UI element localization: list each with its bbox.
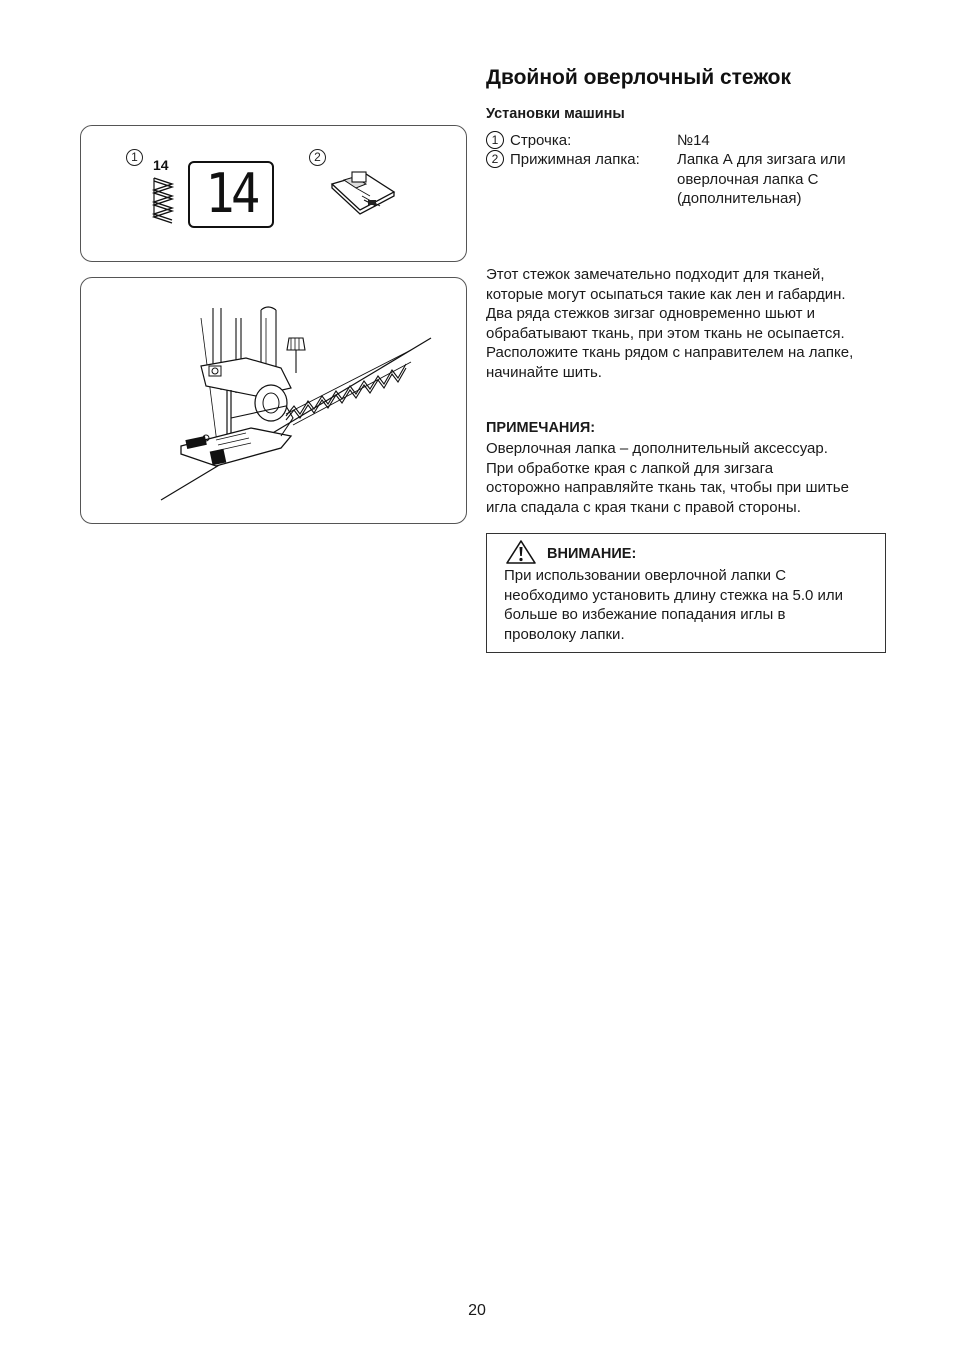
description-line: которые могут осыпаться такие как лен и габардин. [486,285,846,303]
warning-line: больше во избежание попадания иглы в [504,606,786,623]
zigzag-stitch-icon [151,175,175,225]
stitch-display [188,161,274,228]
settings-value-foot-line: (дополнительная) [677,190,802,207]
settings-value-foot [677,150,846,209]
description-line: обрабатывают ткань, при этом ткань не осыпается. [486,324,845,342]
warning-line: При использовании оверлочной лапки С [504,567,787,584]
warning-line: необходимо установить длину стежка на 5.0 или [504,586,844,604]
marker-1-text: 1 [486,131,504,149]
page-number: 20 [468,1302,486,1319]
notes-line: Оверлочная лапка – дополнительный аксессуар. [486,440,828,457]
page-title: Двойной оверлочный стежок [486,66,792,89]
settings-label-stitch: Строчка: [510,132,572,149]
settings-value-stitch [677,131,710,151]
description-line: Два ряда стежков зигзаг одновременно шьют и [486,305,816,322]
notes-paragraph [486,439,886,517]
warning-heading: ВНИМАНИЕ: [547,546,637,562]
warning-triangle-icon [505,539,537,565]
notes-heading: ПРИМЕЧАНИЯ: [486,420,596,436]
settings-value-foot-line: Лапка А для зигзага или [677,151,846,168]
description-line: Расположите ткань рядом с направителем на лапке, [486,344,854,361]
sewing-illustration-panel [80,277,467,524]
stitch-display-value: 14 [205,162,257,225]
stitch-number-label: 14 [153,157,169,173]
description-paragraph [486,265,886,382]
settings-row-foot [486,150,640,170]
notes-line: осторожно направляйте ткань так, чтобы при шитье [486,479,849,496]
settings-illustration-panel [80,125,467,262]
marker-2: 2 [309,149,326,166]
notes-line: При обработке края с лапкой для зигзага [486,459,774,477]
description-line: начинайте шить. [486,363,602,381]
description-line: Этот стежок замечательно подходит для тканей, [486,266,825,283]
warning-text [504,566,884,644]
settings-row-stitch [486,131,571,151]
settings-label-foot: Прижимная лапка: [510,151,640,168]
presser-foot-icon [326,166,401,226]
warning-line: проволоку лапки. [504,625,625,643]
settings-heading: Установки машины [486,106,625,122]
settings-value-stitch-line: №14 [677,132,710,149]
warning-box [486,533,886,653]
notes-line: игла спадала с края ткани с правой стороны. [486,498,801,516]
marker-1: 1 [126,149,143,166]
settings-value-foot-line: оверлочная лапка С [677,170,819,188]
marker-2-text: 2 [486,150,504,168]
sewing-needle-foot-icon [81,278,466,523]
